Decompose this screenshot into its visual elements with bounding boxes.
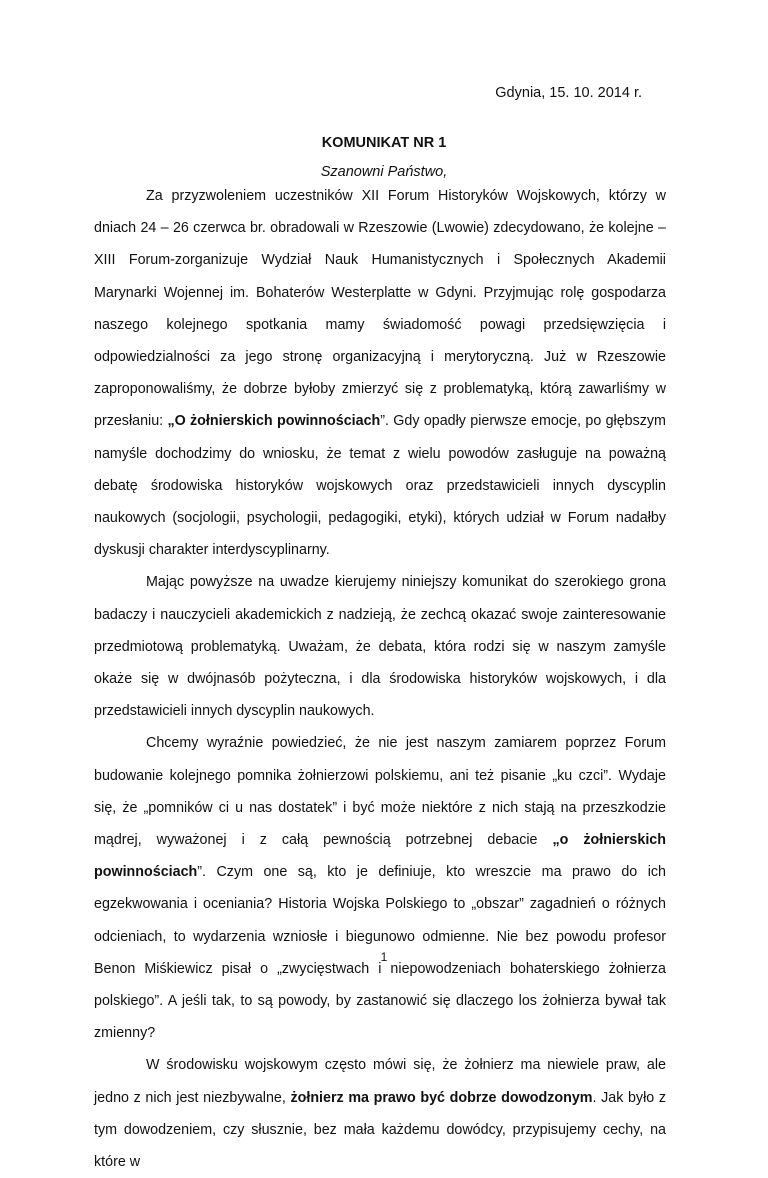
emphasis-text: żołnierz ma prawo być dobrze dowodzonym — [290, 1089, 593, 1106]
paragraph-text: . Jak było z tym dowodzeniem, czy słusznie, bez mała każdemu dowódcy, przypisujemy cechy, na które w — [94, 1089, 666, 1171]
date-line: Gdynia, 15. 10. 2014 r. — [495, 85, 642, 101]
paragraph-text: Za przyzwoleniem uczestników XII Forum Historyków Wojskowych, którzy w dniach 24 – 26 czerwca br. obradowali w Rzeszowie (Lwowie) zdecydowano, że kolejne – XIII Forum-zorganizuje Wydział Nauk Humanistycznych i Społecznych Akademii Marynarki Wojennej im. Bohaterów Westerplatte w Gdyni. Przyjmując rolę gospodarza naszego kolejnego spotkania mamy świadomość powagi przedsięwzięcia i odpowiedzialności za jego stronę organizacyjną i merytoryczną. Już w Rzeszowie zaproponowaliśmy, że dobrze byłoby zmierzyć się z problematyką, którą zawarliśmy w przesłaniu: — [94, 188, 666, 430]
paragraph-4 — [94, 1049, 666, 1178]
paragraph-text: Chcemy wyraźnie powiedzieć, że nie jest naszym zamiarem poprzez Forum budowanie kolejnego pomnika żołnierzowi polskiemu, ani też pisanie „ku czci”. Wydaje się, że „pomników ci u nas dostatek” i być może niektóre z nich stają na przeszkodzie mądrej, wyważonej i z całą pewnością potrzebnej debacie — [94, 735, 666, 849]
document-title: KOMUNIKAT NR 1 — [321, 135, 447, 151]
paragraph-text: W środowisku wojskowym często mówi się, że żołnierz ma niewiele praw, ale jedno z nich jest niezbywalne, — [94, 1057, 666, 1106]
emphasis-text: „O żołnierskich powinnościach — [167, 413, 381, 430]
emphasis-text: „o żołnierskich powinnościach — [94, 832, 666, 881]
paragraph-1 — [94, 180, 666, 566]
paragraph-text: Mając powyższe na uwadze kierujemy niniejszy komunikat do szerokiego grona badaczy i nauczycieli akademickich z nadzieją, że zechcą okazać swoje zainteresowanie przedmiotową problematyką. Uważam, że debata, która rodzi się w naszym zamyśle okaże się w dwójnasób pożyteczna, i dla środowiska historyków wojskowych, i dla przedstawicieli innych dyscyplin naukowych. — [94, 574, 666, 720]
paragraph-text: ”. Czym one są, kto je definiuje, kto wreszcie ma prawo do ich egzekwowania i oceniania? Historia Wojska Polskiego to „obszar” zagadnień o różnych odcieniach, to wydarzenia wzniosłe i biegunowo odmienne. Nie bez powodu profesor Benon Miśkiewicz pisał o „zwycięstwach i niepowodzeniach bohaterskiego żołnierza polskiego”. A jeśli tak, to są powody, by zastanowić się dlaczego los żołnierza bywał tak zmienny? — [94, 864, 666, 1042]
paragraph-3 — [94, 727, 666, 1049]
document-body — [94, 180, 666, 1178]
paragraph-2 — [94, 566, 666, 727]
page-number: 1 — [380, 950, 388, 964]
salutation: Szanowni Państwo, — [320, 164, 448, 180]
paragraph-text: ”. Gdy opadły pierwsze emocje, po głębszym namyśle dochodzimy do wniosku, że temat z wielu powodów zasługuje na poważną debatę środowiska historyków wojskowych oraz przedstawicieli innych dyscyplin naukowych (socjologii, psychologii, pedagogiki, etyki), których udział w Forum nadałby dyskusji charakter interdyscyplinarny. — [94, 413, 666, 559]
